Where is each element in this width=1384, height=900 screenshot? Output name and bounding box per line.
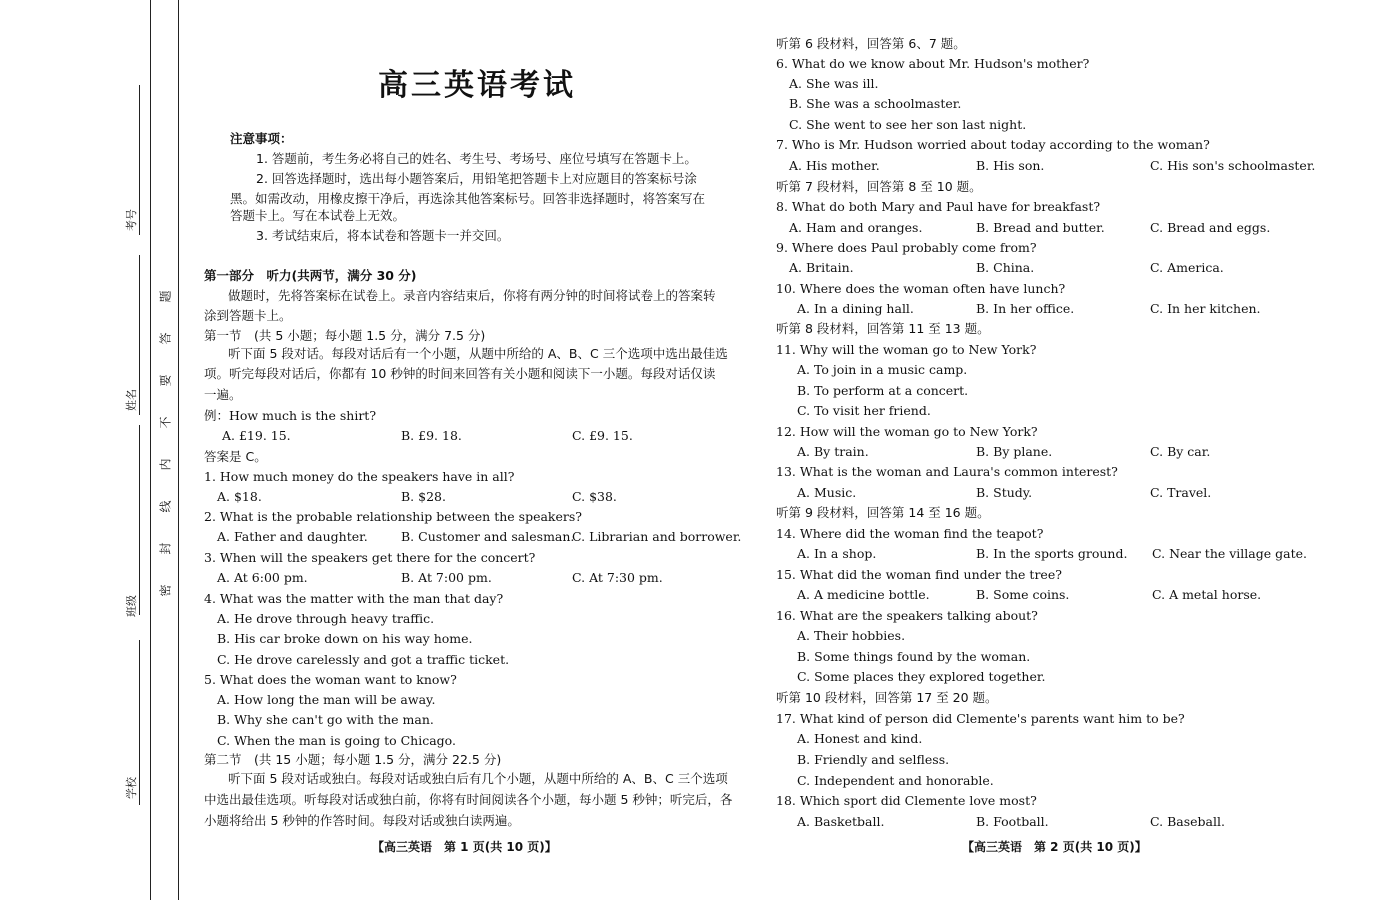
option: C. America.: [1150, 260, 1224, 275]
option: A. Basketball.: [797, 814, 885, 829]
option: A. Honest and kind.: [797, 731, 923, 746]
option: C. Travel.: [1150, 485, 1212, 500]
option: B. His car broke down on his way home.: [217, 631, 473, 646]
seal-char: 内: [158, 458, 173, 471]
option: C. Librarian and borrower.: [572, 529, 742, 544]
section1-intro: 听下面 5 段对话。每段对话后有一个小题，从题中所给的 A、B、C 三个选项中选出最佳选: [228, 346, 728, 361]
option: A. His mother.: [789, 158, 880, 173]
question: 3. When will the speakers get there for the concert?: [204, 550, 536, 565]
option: C. £9. 15.: [572, 428, 633, 443]
option: B. Bread and butter.: [976, 220, 1105, 235]
option: B. Some things found by the woman.: [797, 649, 1031, 664]
margin-line-inner: [150, 0, 151, 900]
option: C. Bread and eggs.: [1150, 220, 1271, 235]
notice-line: 2. 回答选择题时，选出每小题答案后，用铅笔把答题卡上对应题目的答案标号涂: [256, 171, 697, 186]
option: A. To join in a music camp.: [797, 362, 968, 377]
option: B. Study.: [976, 485, 1033, 500]
option: A. Ham and oranges.: [789, 220, 923, 235]
option: B. Some coins.: [976, 587, 1070, 602]
question: 11. Why will the woman go to New York?: [776, 342, 1037, 357]
seal-char: 密: [158, 584, 173, 597]
option: C. She went to see her son last night.: [789, 117, 1027, 132]
option: A. Britain.: [789, 260, 854, 275]
material-heading: 听第 6 段材料，回答第 6、7 题。: [776, 36, 966, 51]
option: A. By train.: [797, 444, 869, 459]
option: C. He drove carelessly and got a traffic ticket.: [217, 652, 510, 667]
option: B. By plane.: [976, 444, 1053, 459]
option: B. Why she can't go with the man.: [217, 712, 434, 727]
question: 14. Where did the woman find the teapot?: [776, 526, 1044, 541]
option: B. Customer and salesman.: [401, 529, 575, 544]
question: 8. What do both Mary and Paul have for breakfast?: [776, 199, 1101, 214]
option: C. A metal horse.: [1152, 587, 1262, 602]
option: B. In the sports ground.: [976, 546, 1128, 561]
example-question: 例：How much is the shirt?: [204, 408, 377, 423]
class-label: 班级: [125, 595, 138, 617]
exam-number-field[interactable]: [139, 85, 140, 235]
class-field[interactable]: [139, 425, 140, 615]
material-heading: 听第 10 段材料，回答第 17 至 20 题。: [776, 690, 998, 705]
notice-line: 黑。如需改动，用橡皮擦干净后，再选涂其他答案标号。回答非选择题时，将答案写在: [230, 191, 706, 206]
question: 12. How will the woman go to New York?: [776, 424, 1038, 439]
notice-title: 注意事项：: [230, 131, 293, 146]
page-footer: 【高三英语 第 2 页(共 10 页)】: [962, 840, 1147, 854]
section2-intro: 小题将给出 5 秒钟的作答时间。每段对话或独白读两遍。: [204, 813, 520, 828]
question: 13. What is the woman and Laura's common interest?: [776, 464, 1118, 479]
section1-intro: 项。听完每段对话后，你都有 10 秒钟的时间来回答有关小题和阅读下一小题。每段对话仅读: [204, 366, 716, 381]
question: 4. What was the matter with the man that day?: [204, 591, 504, 606]
option: A. At 6:00 pm.: [217, 570, 308, 585]
name-label: 姓名: [125, 389, 138, 411]
option: C. $38.: [572, 489, 617, 504]
material-heading: 听第 8 段材料，回答第 11 至 13 题。: [776, 321, 990, 336]
question: 18. Which sport did Clemente love most?: [776, 793, 1037, 808]
option: C. Baseball.: [1150, 814, 1225, 829]
option: A. In a shop.: [797, 546, 877, 561]
page-title: 高三英语考试: [378, 68, 576, 103]
section2-intro: 中选出最佳选项。听每段对话或独白前，你将有时间阅读各个小题，每小题 5 秒钟；听完后，各: [204, 792, 733, 807]
part1-title: 第一部分 听力(共两节，满分 30 分): [204, 268, 417, 283]
exam-number-label: 考号: [125, 209, 138, 231]
option: A. A medicine bottle.: [797, 587, 930, 602]
option: A. Music.: [797, 485, 857, 500]
option: B. At 7:00 pm.: [401, 570, 492, 585]
option: C. Near the village gate.: [1152, 546, 1307, 561]
option: B. His son.: [976, 158, 1045, 173]
question: 5. What does the woman want to know?: [204, 672, 457, 687]
section1-intro: 一遍。: [204, 387, 242, 402]
option: B. She was a schoolmaster.: [789, 96, 962, 111]
option: C. Independent and honorable.: [797, 773, 994, 788]
school-field[interactable]: [139, 640, 140, 805]
seal-char: 要: [158, 374, 173, 387]
margin-line-outer: [178, 0, 179, 900]
option: A. How long the man will be away.: [217, 692, 436, 707]
material-heading: 听第 9 段材料，回答第 14 至 16 题。: [776, 505, 990, 520]
option: B. Friendly and selfless.: [797, 752, 950, 767]
option: A. He drove through heavy traffic.: [217, 611, 435, 626]
question: 17. What kind of person did Clemente's parents want him to be?: [776, 711, 1185, 726]
seal-char: 封: [158, 542, 173, 555]
option: C. His son's schoolmaster.: [1150, 158, 1316, 173]
section1-title: 第一节 (共 5 小题；每小题 1.5 分，满分 7.5 分): [204, 328, 486, 343]
option: A. In a dining hall.: [797, 301, 914, 316]
option: C. At 7:30 pm.: [572, 570, 663, 585]
material-heading: 听第 7 段材料，回答第 8 至 10 题。: [776, 179, 982, 194]
page-footer: 【高三英语 第 1 页(共 10 页)】: [372, 840, 557, 854]
name-field[interactable]: [139, 255, 140, 415]
example-answer: 答案是 C。: [204, 449, 267, 464]
section2-intro: 听下面 5 段对话或独白。每段对话或独白后有几个小题，从题中所给的 A、B、C 三个选项: [228, 771, 728, 786]
option: B. £9. 18.: [401, 428, 462, 443]
option: C. In her kitchen.: [1150, 301, 1261, 316]
section2-title: 第二节 (共 15 小题；每小题 1.5 分，满分 22.5 分): [204, 752, 502, 767]
option: A. £19. 15.: [222, 428, 291, 443]
notice-line: 1. 答题前，考生务必将自己的姓名、考生号、考场号、座位号填写在答题卡上。: [256, 151, 697, 166]
question: 2. What is the probable relationship between the speakers?: [204, 509, 582, 524]
option: A. She was ill.: [789, 76, 879, 91]
option: C. Some places they explored together.: [797, 669, 1046, 684]
question: 7. Who is Mr. Hudson worried about today according to the woman?: [776, 137, 1210, 152]
option: A. Father and daughter.: [217, 529, 368, 544]
question: 1. How much money do the speakers have in all?: [204, 469, 515, 484]
seal-char: 题: [158, 290, 173, 303]
school-label: 学校: [125, 777, 138, 799]
notice-line: 答题卡上。写在本试卷上无效。: [230, 208, 406, 223]
question: 6. What do we know about Mr. Hudson's mother?: [776, 56, 1090, 71]
part1-intro: 涂到答题卡上。: [204, 308, 292, 323]
option: A. $18.: [217, 489, 262, 504]
question: 15. What did the woman find under the tree?: [776, 567, 1062, 582]
option: C. By car.: [1150, 444, 1211, 459]
option: B. To perform at a concert.: [797, 383, 969, 398]
option: B. China.: [976, 260, 1035, 275]
question: 9. Where does Paul probably come from?: [776, 240, 1037, 255]
part1-intro: 做题时，先将答案标在试卷上。录音内容结束后，你将有两分钟的时间将试卷上的答案转: [228, 288, 716, 303]
seal-char: 不: [158, 416, 173, 429]
notice-line: 3. 考试结束后，将本试卷和答题卡一并交回。: [256, 228, 510, 243]
option: C. When the man is going to Chicago.: [217, 733, 456, 748]
option: B. Football.: [976, 814, 1049, 829]
option: A. Their hobbies.: [797, 628, 906, 643]
option: B. In her office.: [976, 301, 1075, 316]
seal-char: 线: [158, 500, 173, 513]
seal-char: 答: [158, 332, 173, 345]
option: B. $28.: [401, 489, 446, 504]
binding-margin: [0, 0, 185, 900]
question: 10. Where does the woman often have lunch?: [776, 281, 1066, 296]
option: C. To visit her friend.: [797, 403, 931, 418]
question: 16. What are the speakers talking about?: [776, 608, 1038, 623]
